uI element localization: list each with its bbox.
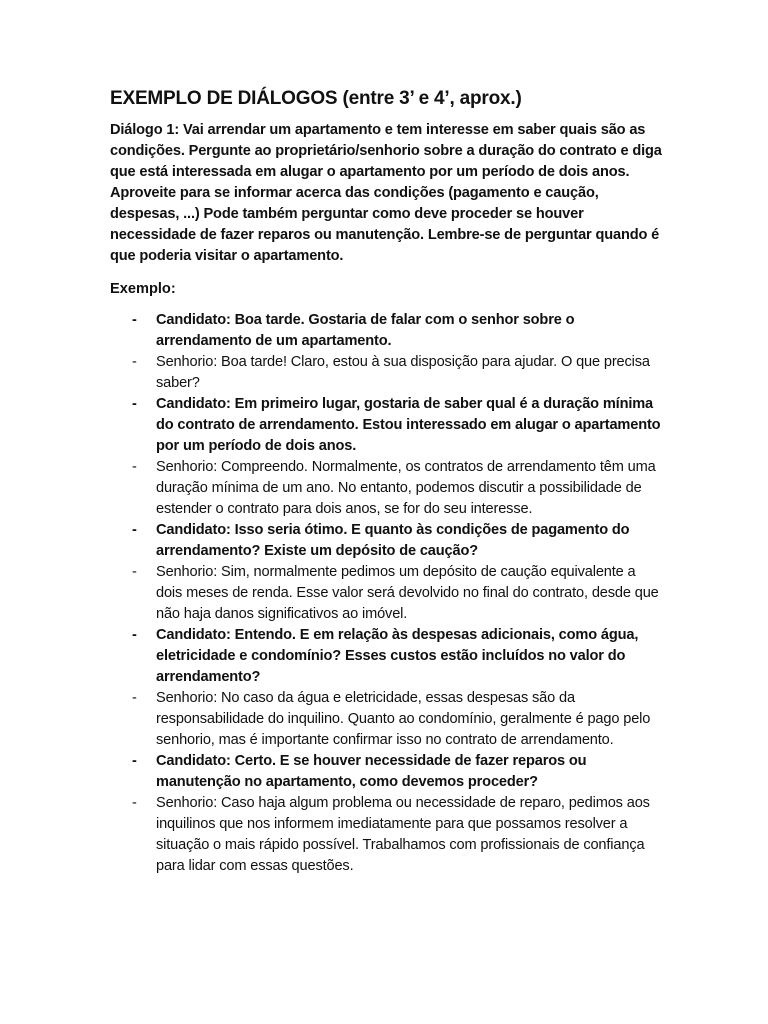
landlord-line <box>110 562 662 625</box>
dialogue-text: Senhorio: Sim, normalmente pedimos um depósito de caução equivalente a dois meses de renda. Esse valor será devolvido no final do contrato, desde que não haja danos significativos ao imóvel. <box>156 564 659 622</box>
dialogue-text: Candidato: Em primeiro lugar, gostaria de saber qual é a duração mínima do contrato de arrendamento. Estou interessado em alugar o apartamento por um período de dois anos. <box>156 396 661 454</box>
dialogue-text: Senhorio: Boa tarde! Claro, estou à sua disposição para ajudar. O que precisa saber? <box>156 354 650 391</box>
bullet-dash: - <box>132 795 137 811</box>
document-title: EXEMPLO DE DIÁLOGOS (entre 3’ e 4’, aprox.) <box>110 88 522 109</box>
candidate-line <box>110 751 662 793</box>
dialogue-text: Candidato: Entendo. E em relação às despesas adicionais, como água, eletricidade e condomínio? Esses custos estão incluídos no valor do arrendamento? <box>156 627 639 685</box>
dialogue-text: Candidato: Boa tarde. Gostaria de falar com o senhor sobre o arrendamento de um apartamento. <box>156 312 575 349</box>
dialogue-list <box>110 310 662 877</box>
landlord-line <box>110 793 662 877</box>
bullet-dash: - <box>132 354 137 370</box>
dialogue-text: Candidato: Isso seria ótimo. E quanto às condições de pagamento do arrendamento? Existe um depósito de caução? <box>156 522 630 559</box>
bullet-dash: - <box>132 690 137 706</box>
bullet-dash: - <box>132 396 137 412</box>
dialogue-text: Senhorio: Compreendo. Normalmente, os contratos de arrendamento têm uma duração mínima de um ano. No entanto, podemos discutir a possibilidade de estender o contrato para dois anos, se for do seu interesse. <box>156 459 656 517</box>
landlord-line <box>110 457 662 520</box>
dialogue-text: Candidato: Certo. E se houver necessidade de fazer reparos ou manutenção no apartamento, como devemos proceder? <box>156 753 587 790</box>
bullet-dash: - <box>132 627 137 643</box>
dialogue-instructions: Diálogo 1: Vai arrendar um apartamento e tem interesse em saber quais são as condições. Pergunte ao proprietário/senhorio sobre a duração do contrato e diga que está interessada em alugar o apartamento por um período de dois anos. Aproveite para se informar acerca das condições (pagamento e caução, despesas, ...) Pode também perguntar como deve proceder se houver necessidade de fazer reparos ou manutenção. Lembre-se de perguntar quando é que poderia visitar o apartamento. <box>110 122 662 264</box>
landlord-line <box>110 688 662 751</box>
bullet-dash: - <box>132 564 137 580</box>
candidate-line <box>110 310 662 352</box>
example-label: Exemplo: <box>110 281 176 297</box>
candidate-line <box>110 625 662 688</box>
candidate-line <box>110 520 662 562</box>
bullet-dash: - <box>132 522 137 538</box>
bullet-dash: - <box>132 459 137 475</box>
candidate-line <box>110 394 662 457</box>
landlord-line <box>110 352 662 394</box>
dialogue-text: Senhorio: No caso da água e eletricidade, essas despesas são da responsabilidade do inquilino. Quanto ao condomínio, geralmente é pago pelo senhorio, mas é importante confirmar isso no contrato de arrendamento. <box>156 690 651 748</box>
bullet-dash: - <box>132 753 137 769</box>
bullet-dash: - <box>132 312 137 328</box>
document-page <box>110 86 662 877</box>
dialogue-text: Senhorio: Caso haja algum problema ou necessidade de reparo, pedimos aos inquilinos que nos informem imediatamente para que possamos resolver a situação o mais rápido possível. Trabalhamos com profissionais de confiança para lidar com essas questões. <box>156 795 650 874</box>
